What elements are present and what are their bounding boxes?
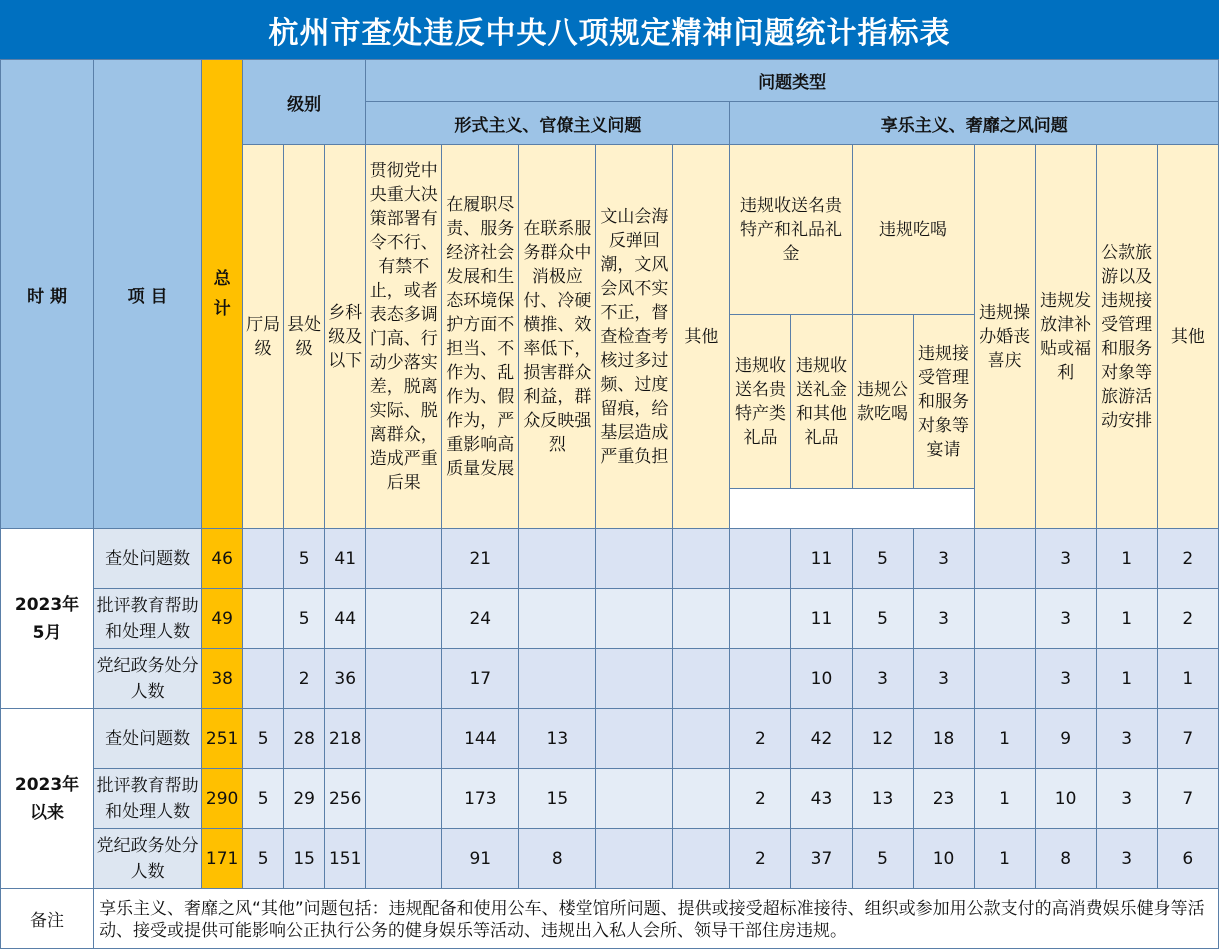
formalism-col-1: 贯彻党中央重大决策部署有令不行、有禁不止，或者表态多调门高、行动少落实差，脱离实际、脱离群众，造成严重后果 [366, 145, 442, 529]
data-cell: 1 [1096, 649, 1157, 709]
data-cell: 8 [519, 829, 596, 889]
data-cell: 144 [442, 709, 519, 769]
data-cell [519, 589, 596, 649]
data-cell: 15 [284, 829, 325, 889]
data-cell: 42 [791, 709, 852, 769]
data-cell [366, 709, 442, 769]
data-cell [243, 529, 284, 589]
table-row [1, 529, 1219, 589]
item-cell: 查处问题数 [94, 709, 202, 769]
hedonism-subsidy-header: 违规发放津补贴或福利 [1035, 145, 1096, 529]
data-cell: 15 [519, 769, 596, 829]
total-cell: 46 [202, 529, 243, 589]
level-xian-header: 县处级 [284, 145, 325, 529]
level-xiang-header: 乡科级及以下 [325, 145, 366, 529]
eat-sub-b: 违规接受管理和服务对象等宴请 [913, 315, 974, 489]
data-cell: 13 [852, 769, 913, 829]
problem-type-header: 问题类型 [366, 60, 1219, 102]
hedonism-wedding-header: 违规操办婚丧喜庆 [974, 145, 1035, 529]
data-cell: 5 [284, 589, 325, 649]
item-cell: 批评教育帮助和处理人数 [94, 769, 202, 829]
data-cell: 2 [284, 649, 325, 709]
data-cell [730, 529, 791, 589]
data-cell [596, 649, 673, 709]
hedonism-header: 享乐主义、奢靡之风问题 [730, 102, 1219, 145]
data-cell: 24 [442, 589, 519, 649]
hedonism-eat-header: 违规吃喝 [852, 145, 974, 315]
data-cell [673, 829, 730, 889]
total-header: 总计 [202, 60, 243, 529]
data-cell: 173 [442, 769, 519, 829]
data-cell: 7 [1157, 709, 1218, 769]
table-row [1, 709, 1219, 769]
note-row [1, 889, 1219, 949]
formalism-col-4: 文山会海反弹回潮，文风会风不实不正，督查检查考核过多过频、过度留痕，给基层造成严重负担 [596, 145, 673, 529]
data-cell: 2 [730, 709, 791, 769]
table-row [1, 769, 1219, 829]
data-cell: 11 [791, 529, 852, 589]
data-cell: 5 [243, 709, 284, 769]
data-cell: 3 [1096, 829, 1157, 889]
data-cell: 29 [284, 769, 325, 829]
data-cell: 8 [1035, 829, 1096, 889]
data-cell: 3 [913, 589, 974, 649]
data-cell: 1 [1096, 589, 1157, 649]
data-cell: 5 [284, 529, 325, 589]
data-cell: 3 [1096, 769, 1157, 829]
total-cell: 49 [202, 589, 243, 649]
total-cell: 290 [202, 769, 243, 829]
data-cell [596, 589, 673, 649]
level-header: 级别 [243, 60, 366, 145]
data-cell [596, 829, 673, 889]
item-cell: 查处问题数 [94, 529, 202, 589]
data-cell [673, 589, 730, 649]
data-cell: 3 [1035, 649, 1096, 709]
data-cell: 256 [325, 769, 366, 829]
data-cell: 1 [974, 829, 1035, 889]
total-cell: 171 [202, 829, 243, 889]
table-title: 杭州市查处违反中央八项规定精神问题统计指标表 [0, 0, 1219, 59]
data-cell: 3 [1035, 529, 1096, 589]
data-cell [366, 769, 442, 829]
data-cell [596, 769, 673, 829]
data-cell: 11 [791, 589, 852, 649]
item-cell: 党纪政务处分人数 [94, 829, 202, 889]
data-cell: 10 [791, 649, 852, 709]
data-cell: 28 [284, 709, 325, 769]
data-cell [366, 589, 442, 649]
data-cell [243, 649, 284, 709]
data-cell: 10 [1035, 769, 1096, 829]
data-cell: 5 [852, 529, 913, 589]
data-cell: 12 [852, 709, 913, 769]
note-label: 备注 [1, 889, 94, 949]
data-cell [974, 529, 1035, 589]
note-text: 享乐主义、奢靡之风“其他”问题包括：违规配备和使用公车、楼堂馆所问题、提供或接受超标准接待、组织或参加用公款支付的高消费娱乐健身等活动、接受或提供可能影响公正执行公务的健身娱乐等活动、违规出入私人会所、领导干部住房违规。 [94, 889, 1219, 949]
total-cell: 251 [202, 709, 243, 769]
item-cell: 党纪政务处分人数 [94, 649, 202, 709]
data-cell [366, 829, 442, 889]
data-cell [673, 649, 730, 709]
data-cell [596, 529, 673, 589]
data-cell: 10 [913, 829, 974, 889]
data-cell: 23 [913, 769, 974, 829]
data-cell [673, 529, 730, 589]
data-cell [243, 589, 284, 649]
table-row [1, 649, 1219, 709]
formalism-header: 形式主义、官僚主义问题 [366, 102, 730, 145]
data-cell: 18 [913, 709, 974, 769]
data-cell [596, 709, 673, 769]
statistics-table [0, 59, 1219, 949]
formalism-col-other: 其他 [673, 145, 730, 529]
data-cell: 7 [1157, 769, 1218, 829]
data-cell: 3 [1035, 589, 1096, 649]
data-cell [730, 649, 791, 709]
data-cell: 36 [325, 649, 366, 709]
period-header: 时 期 [1, 60, 94, 529]
data-cell: 17 [442, 649, 519, 709]
data-cell: 9 [1035, 709, 1096, 769]
data-cell: 44 [325, 589, 366, 649]
data-cell: 2 [730, 769, 791, 829]
data-cell [673, 769, 730, 829]
data-cell [673, 709, 730, 769]
data-cell: 5 [243, 769, 284, 829]
eat-sub-a: 违规公款吃喝 [852, 315, 913, 489]
formalism-col-3: 在联系服务群众中消极应付、冷硬横推、效率低下，损害群众利益，群众反映强烈 [519, 145, 596, 529]
data-cell [366, 529, 442, 589]
data-cell: 37 [791, 829, 852, 889]
data-cell: 1 [974, 769, 1035, 829]
data-cell: 151 [325, 829, 366, 889]
data-cell: 3 [913, 529, 974, 589]
data-cell: 218 [325, 709, 366, 769]
data-cell: 5 [852, 589, 913, 649]
hedonism-travel-header: 公款旅游以及违规接受管理和服务对象等旅游活动安排 [1096, 145, 1157, 529]
gift-sub-b: 违规收送礼金和其他礼品 [791, 315, 852, 489]
data-cell: 5 [852, 829, 913, 889]
data-cell: 3 [852, 649, 913, 709]
item-cell: 批评教育帮助和处理人数 [94, 589, 202, 649]
data-cell: 43 [791, 769, 852, 829]
formalism-col-2: 在履职尽责、服务经济社会发展和生态环境保护方面不担当、不作为、乱作为、假作为，严重影响高质量发展 [442, 145, 519, 529]
period-cell: 2023年 以来 [1, 709, 94, 889]
level-ting-header: 厅局级 [243, 145, 284, 529]
data-cell: 13 [519, 709, 596, 769]
data-cell [366, 649, 442, 709]
period-cell: 2023年 5月 [1, 529, 94, 709]
table-row [1, 829, 1219, 889]
hedonism-gift-header: 违规收送名贵特产和礼品礼金 [730, 145, 852, 315]
data-cell: 6 [1157, 829, 1218, 889]
data-cell: 41 [325, 529, 366, 589]
data-cell: 3 [1096, 709, 1157, 769]
data-cell: 2 [730, 829, 791, 889]
data-cell [519, 529, 596, 589]
hedonism-other-header: 其他 [1157, 145, 1218, 529]
total-cell: 38 [202, 649, 243, 709]
gift-sub-a: 违规收送名贵特产类礼品 [730, 315, 791, 489]
data-cell: 91 [442, 829, 519, 889]
data-cell [730, 589, 791, 649]
data-cell: 2 [1157, 589, 1218, 649]
data-cell [519, 649, 596, 709]
data-cell: 2 [1157, 529, 1218, 589]
data-cell: 5 [243, 829, 284, 889]
data-cell: 1 [1096, 529, 1157, 589]
data-cell: 1 [1157, 649, 1218, 709]
table-row [1, 589, 1219, 649]
data-cell [974, 589, 1035, 649]
data-cell: 1 [974, 709, 1035, 769]
data-cell: 3 [913, 649, 974, 709]
item-header: 项 目 [94, 60, 202, 529]
data-cell: 21 [442, 529, 519, 589]
data-cell [974, 649, 1035, 709]
